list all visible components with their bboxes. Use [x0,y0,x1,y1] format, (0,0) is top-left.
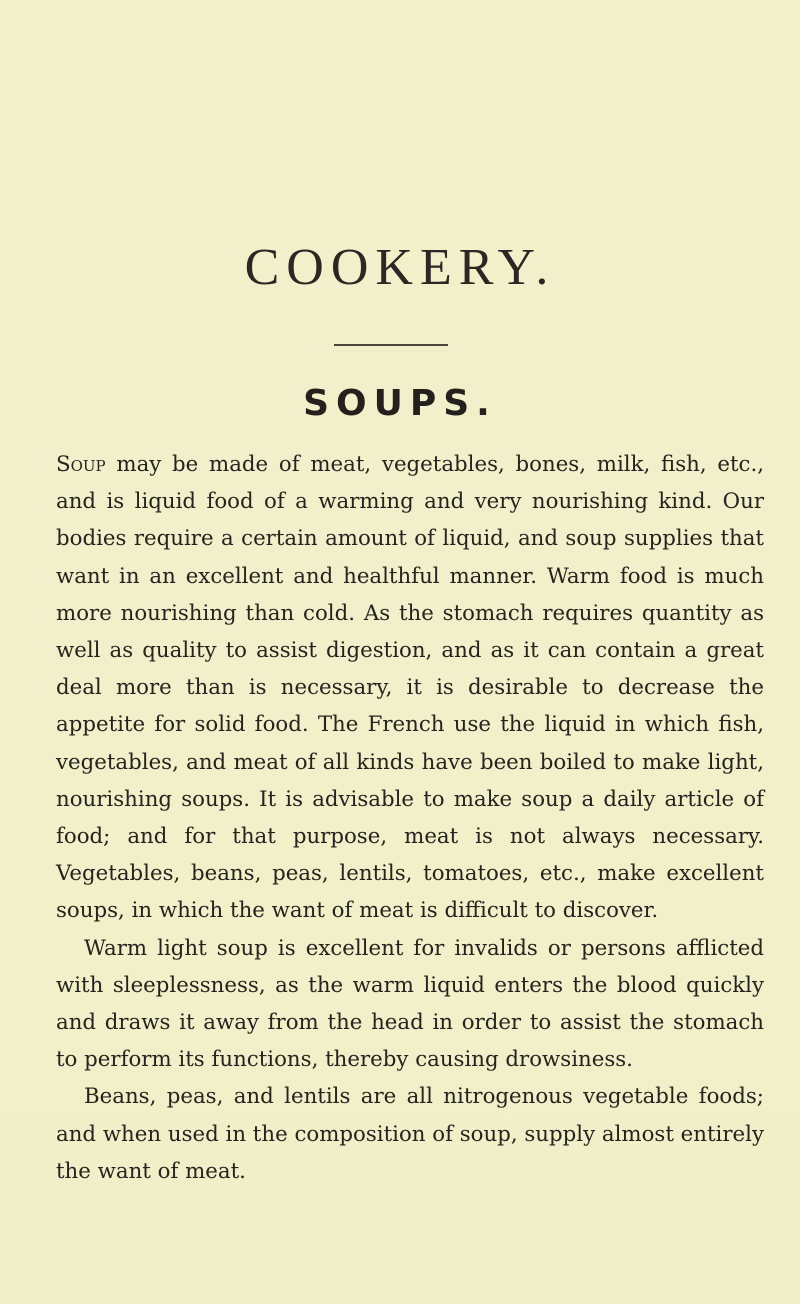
paragraph-1 [56,446,764,930]
paragraph-1-text: may be made of meat, vegetables, bones, milk, fish, etc., and is liquid food of a warming and very nourishing kind. Our bodies require a certain amount of liquid, and soup supplies that want in an excellent and healthful manner. Warm food is much more nourishing than cold. As the stomach requires quantity as well as quality to assist digestion, and as it can contain a great deal more than is necessary, it is desirable to decrease the appetite for solid food. The French use the liquid in which fish, vegetables, and meat of all kinds have been boiled to make light, nourishing soups. It is advisable to make soup a daily article of food; and for that purpose, meat is not always necessary. Vegetables, beans, peas, lentils, tomatoes, etc., make excellent soups, in which the want of meat is difficult to discover. [56,452,764,924]
page-title: COOKERY. [244,239,556,296]
paragraph-3: Beans, peas, and lentils are all nitrogenous vegetable foods; and when used in the composition of soup, supply almost entirely the want of meat. [56,1084,764,1184]
title-divider [334,344,448,346]
paragraph-lead-word: Soup [56,452,106,477]
body-text [56,446,764,1190]
section-heading: SOUPS. [303,383,497,424]
paragraph-2: Warm light soup is excellent for invalids or persons afflicted with sleeplessness, as the warm liquid enters the blood quickly and draws it away from the head in order to assist the stomach to perform its functions, thereby causing drowsiness. [56,935,764,1073]
